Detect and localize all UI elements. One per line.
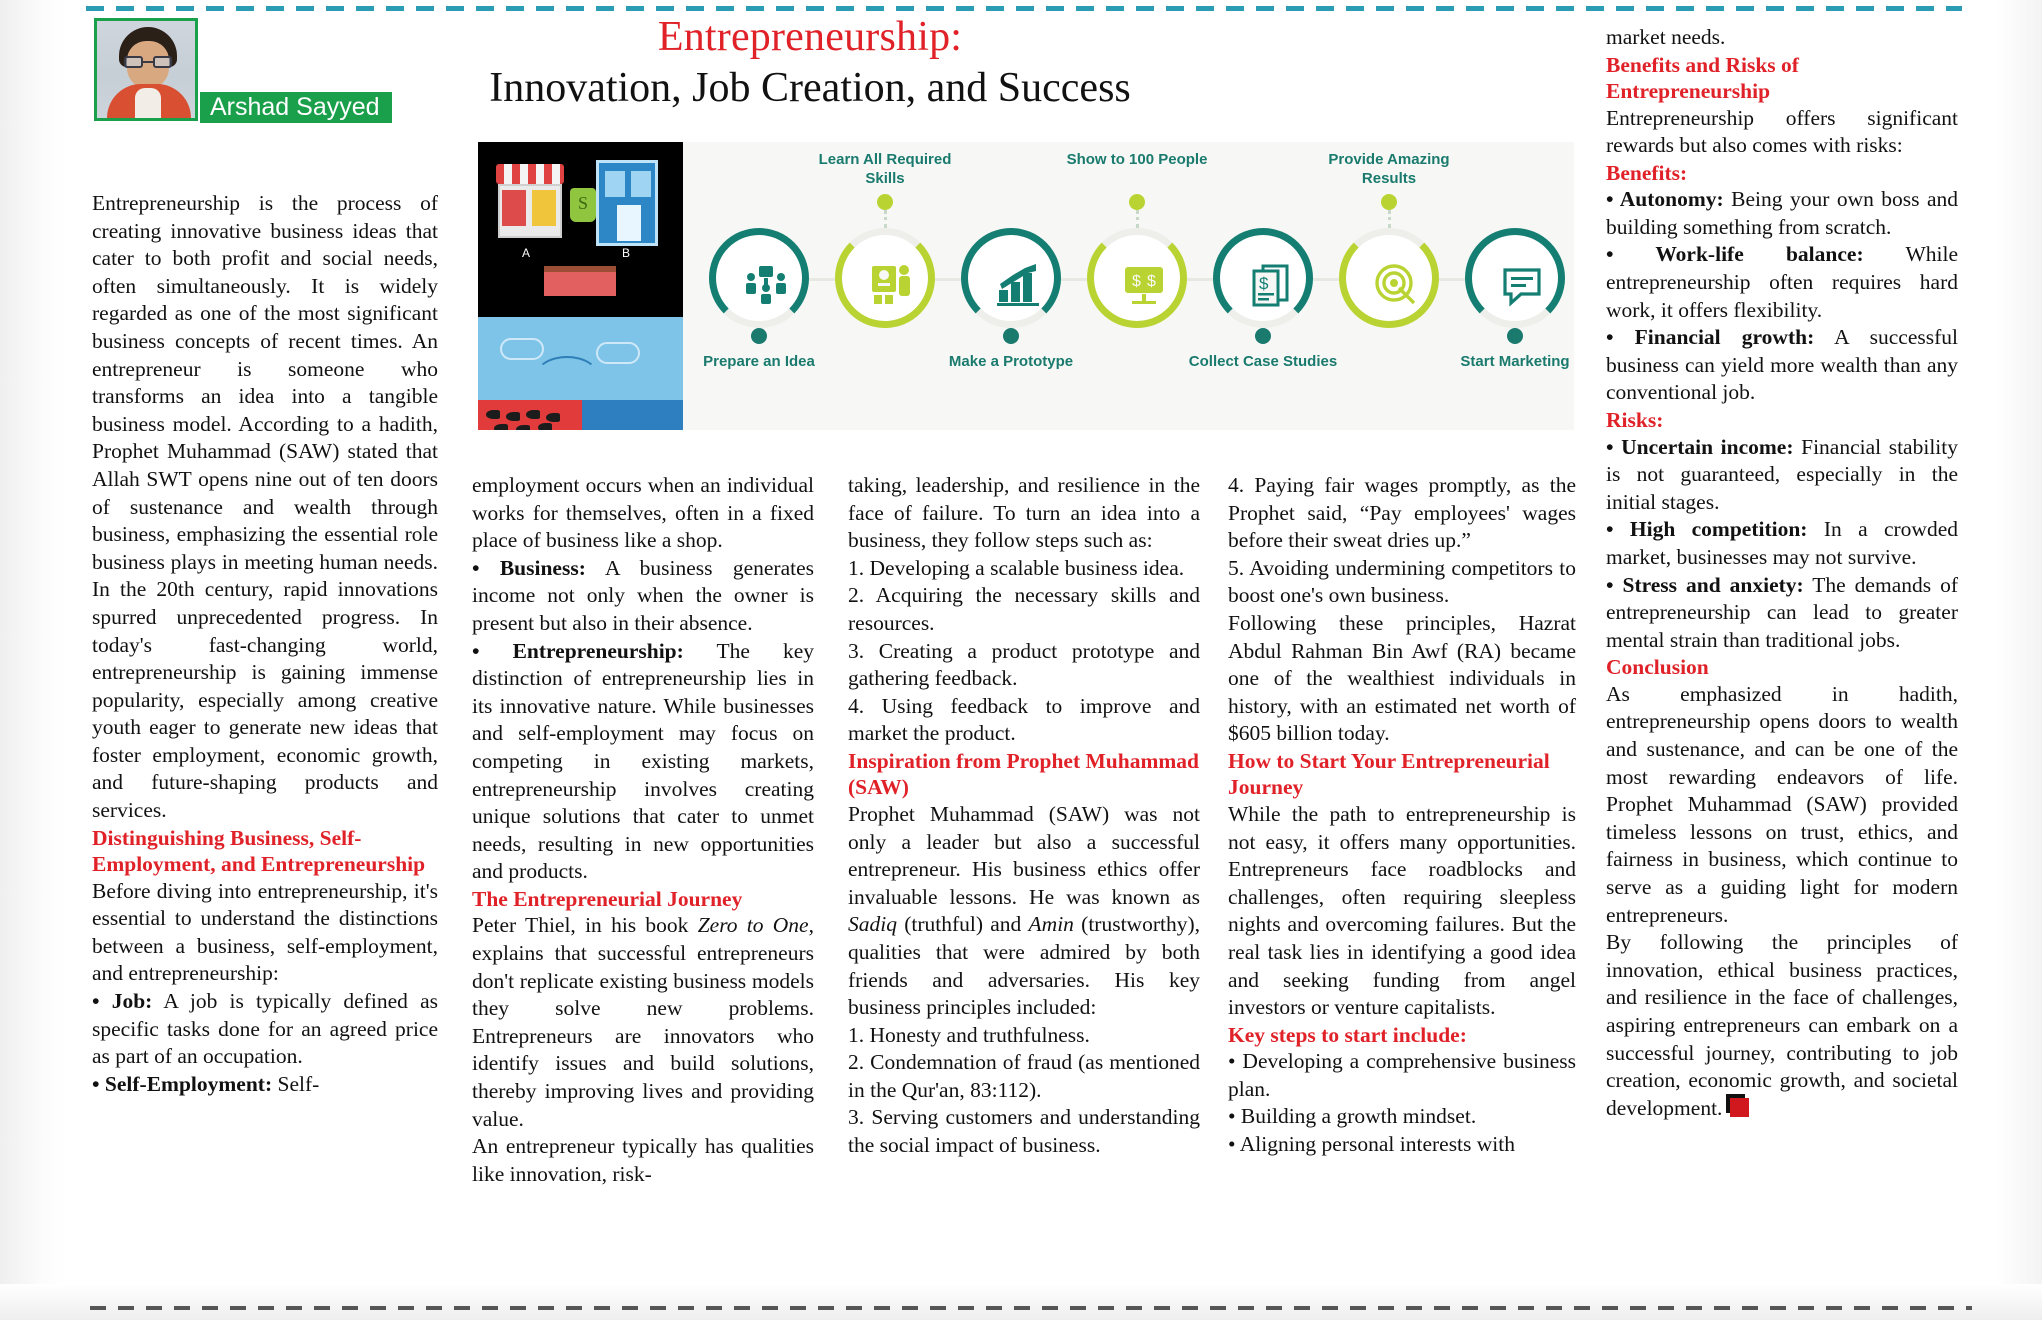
c4-heading-how-to-start: How to Start Your Entrepreneurial Journey — [1228, 748, 1550, 800]
infographic-step-4-caption: Show to 100 People — [1066, 151, 1208, 168]
c2-bullet-entrepreneurship-label: • Entrepreneurship: — [472, 638, 684, 663]
infographic-step-2-caption: Learn All Required Skills — [818, 151, 952, 187]
c3-principle-2: 2. Condemnation of fraud (as mentioned in the Qur'an, 83:112). — [848, 1050, 1200, 1102]
article-column-1 — [92, 190, 438, 1098]
infographic-step-3 — [945, 142, 1077, 430]
c1-paragraph-2: Before diving into entrepreneurship, it's essential to understand the distinctions between a business, self-employment, and entrepreneurship: — [92, 878, 438, 986]
infographic-step-1-caption: Prepare an Idea — [703, 353, 815, 370]
money-transfer-icon — [1094, 235, 1194, 335]
c1-bullet-selfemployment — [92, 1071, 438, 1099]
c5-benefit-financial — [1606, 324, 1958, 407]
c2-bullet-entrepreneurship — [472, 638, 814, 886]
process-infographic — [478, 142, 1574, 430]
c3-step-1: 1. Developing a scalable business idea. — [848, 555, 1185, 580]
c5-paragraph-1: Entrepreneurship offers significant rewards but also comes with risks: — [1606, 105, 1958, 158]
speech-bubble-icon — [1472, 235, 1572, 335]
c5-benefit-autonomy-label: • Autonomy: — [1606, 187, 1724, 212]
c4-bullet-2: • Building a growth mindset. — [1228, 1104, 1477, 1129]
c5-risk-high-competition — [1606, 516, 1958, 571]
step-stem — [884, 210, 887, 228]
counter-shape — [544, 266, 616, 296]
c2-book-title: Zero to One — [697, 913, 809, 938]
c5-paragraph-2: As emphasized in hadith, entrepreneurship opens doors to wealth and sustenance, and can be one of the most rewarding endeavors of life. Prophet Muhammad (SAW) provided timeless lessons on trust, ethics, and fairness in business, which continue to serve as a guiding light for modern entrepreneurs. — [1606, 681, 1958, 927]
c5-benefit-worklife-label: • Work-life balance: — [1606, 242, 1864, 267]
c3-p2-part-b: (truthful) and — [896, 912, 1029, 937]
c1-bullet-selfemployment-text: Self- — [272, 1071, 320, 1096]
author-photo — [94, 18, 198, 121]
c5-risk-uncertain-income-text: Financial stability is not guaranteed, especially in the initial stages. — [1606, 434, 1958, 514]
c1-bullet-selfemployment-label: • Self-Employment: — [92, 1071, 273, 1096]
c4-principle-5: 5. Avoiding undermining competitors to boost one's own business. — [1228, 555, 1576, 608]
c4-principle-4: 4. Paying fair wages promptly, as the Prophet said, “Pay employees' wages before their sweat dries up.” — [1228, 473, 1576, 553]
infographic-step-4 — [1066, 142, 1208, 430]
step-ring — [709, 228, 809, 328]
c4-paragraph-2: While the path to entrepreneurship is not easy, it offers many opportunities. Entrepreneurs face roadblocks and challenges, often requiring sleepless nights and overcoming failures. But the real task lies in identifying a good idea and seeking funding from angel investors or venture capitalists. — [1228, 801, 1576, 1020]
article-column-2 — [472, 472, 814, 1188]
c5-heading-conclusion: Conclusion — [1606, 655, 1709, 680]
c3-step-2: 2. Acquiring the necessary skills and resources. — [848, 583, 1200, 635]
c3-p2-part-a: Prophet Muhammad (SAW) was not only a leader but also a successful entrepreneur. His business ethics offer invaluable lessons. He was known as — [848, 801, 1200, 909]
author-block — [94, 18, 414, 128]
c2-bullet-business — [472, 555, 814, 638]
c4-bullet-1: • Developing a comprehensive business plan. — [1228, 1049, 1576, 1101]
fish-group-icon — [486, 410, 578, 426]
author-name-badge: Arshad Sayyed — [200, 92, 392, 123]
c5-risk-high-competition-label: • High competition: — [1606, 517, 1808, 542]
c5-heading-risks: Risks: — [1606, 408, 1664, 433]
c3-paragraph-2 — [848, 801, 1200, 1022]
c3-term-sadiq: Sadiq — [848, 912, 897, 937]
c2-bullet-entrepreneurship-text: The key distinction of entrepreneurship lies in its innovative nature. While businesses and self-employment may focus on competing in existing markets, entrepreneurship involves creating unique solutions that cater to unmet needs, resulting in new opportunities and products. — [472, 638, 814, 884]
growth-chart-icon — [968, 235, 1068, 335]
presentation-icon — [842, 235, 942, 335]
c3-principle-1: 1. Honesty and truthfulness. — [848, 1022, 1090, 1047]
step-dot — [877, 194, 893, 210]
c5-risk-stress — [1606, 572, 1958, 655]
step-stem — [1388, 210, 1391, 228]
c5-heading-benefits-risks: Benefits and Risks of Entrepreneurship — [1606, 52, 1799, 104]
c5-benefit-financial-label: • Financial growth: — [1606, 325, 1815, 350]
c1-heading-distinguishing: Distinguishing Business, Self-Employment, and Entrepreneurship — [92, 825, 426, 877]
c3-p2-part-c: (trustworthy), qualities that were admired by both friends and adversaries. His key business principles included: — [848, 912, 1200, 1020]
c3-principle-3: 3. Serving customers and understanding the social impact of business. — [848, 1105, 1200, 1158]
infographic-step-3-caption: Make a Prototype — [948, 353, 1074, 370]
panel-label-b: B — [622, 246, 631, 260]
c1-bullet-job — [92, 988, 438, 1071]
c4-heading-key-steps: Key steps to start include: — [1228, 1022, 1467, 1047]
c5-benefit-worklife-text: While entrepreneurship often requires hard work, it offers flexibility. — [1606, 242, 1958, 322]
page-title — [430, 12, 1190, 114]
c2-paragraph-2 — [472, 912, 814, 1133]
bottom-dashed-rule — [90, 1306, 1972, 1310]
documents-icon — [1220, 235, 1320, 335]
headline-line-1: Entrepreneurship: — [657, 14, 963, 60]
page-bottom-edge — [0, 1284, 2042, 1320]
end-of-article-mark — [1730, 1098, 1749, 1117]
c5-heading-benefits: Benefits: — [1606, 160, 1688, 185]
article-column-4 — [1228, 472, 1576, 1159]
step-dot — [1129, 194, 1145, 210]
c5-benefit-financial-text: A successful business can yield more wealth than any conventional job. — [1606, 325, 1958, 405]
step-ring — [1087, 228, 1187, 328]
step-stem — [1136, 210, 1139, 228]
step-ring — [961, 228, 1061, 328]
step-ring — [1213, 228, 1313, 328]
infographic-step-7 — [1449, 142, 1574, 430]
storefront-b-icon — [596, 160, 658, 246]
c2-paragraph-1: employment occurs when an individual works for themselves, often in a fixed place of business like a shop. — [472, 473, 814, 553]
c3-term-amin: Amin — [1028, 912, 1074, 937]
c5-paragraph-3 — [1606, 929, 1958, 1122]
c5-p3-text: By following the principles of innovation, ethical business practices, and resilience in the face of challenges, aspiring entrepreneurs can embark on a successful journey, contributing to job creation, economic growth, and societal development. — [1606, 930, 1958, 1120]
step-ring — [1339, 228, 1439, 328]
shopping-bag-icon — [570, 188, 596, 222]
c3-step-4: 4. Using feedback to improve and market the product. — [848, 693, 1200, 746]
infographic-step-5-caption: Collect Case Studies — [1188, 353, 1338, 370]
c3-paragraph-1: taking, leadership, and resilience in the face of failure. To turn an idea into a business, they follow steps such as: — [848, 473, 1200, 553]
c5-benefit-autonomy — [1606, 186, 1958, 241]
infographic-step-6 — [1323, 142, 1455, 430]
panel-label-a: A — [522, 246, 531, 260]
c2-bullet-business-text: A business generates income not only when the owner is present but also in their absence. — [472, 555, 814, 635]
c2-bullet-business-label: • Business: — [472, 555, 586, 580]
headline-line-2: Innovation, Job Creation, and Success — [489, 65, 1131, 111]
c5-risk-stress-text: The demands of entrepreneurship can lead to greater mental strain than traditional jobs. — [1606, 572, 1958, 652]
storefront-a-icon — [496, 164, 564, 244]
svg-text:$: $ — [1147, 273, 1156, 290]
article-column-5 — [1606, 24, 1958, 1122]
article-column-3 — [848, 472, 1200, 1160]
c2-heading-journey: The Entrepreneurial Journey — [472, 886, 743, 911]
c5-paragraph-0: market needs. — [1606, 25, 1726, 49]
c3-heading-inspiration: Inspiration from Prophet Muhammad (SAW) — [848, 748, 1199, 800]
c2-p2-part-b: , explains that successful entrepreneurs don't replicate existing business models they solve new problems. Entrepreneurs are innovators who identify issues and build solutions, thereby improving lives and providing value. — [472, 913, 814, 1131]
c2-p2-part-a: Peter Thiel, in his book — [472, 913, 698, 938]
c1-bullet-job-text: A job is typically defined as specific tasks done for an agreed price as part of an occupation. — [92, 989, 438, 1069]
c5-benefit-worklife — [1606, 241, 1958, 324]
c4-bullet-3: • Aligning personal interests with — [1228, 1131, 1515, 1156]
c5-risk-high-competition-text: In a crowded market, businesses may not survive. — [1606, 517, 1958, 569]
page-left-edge — [0, 0, 66, 1320]
infographic-step-2 — [819, 142, 951, 430]
target-icon — [1346, 235, 1446, 335]
c3-step-3: 3. Creating a product prototype and gathering feedback. — [848, 638, 1200, 691]
glasses-icon — [124, 56, 172, 68]
step-ring — [835, 228, 935, 328]
c5-risk-stress-label: • Stress and anxiety: — [1606, 572, 1804, 597]
c4-paragraph-1: Following these principles, Hazrat Abdul Rahman Bin Awf (RA) became one of the wealthiest individuals in history, with an estimated net worth of $605 billion today. — [1228, 610, 1576, 746]
top-dashed-rule — [86, 6, 1962, 11]
svg-text:$: $ — [1132, 273, 1141, 290]
infographic-step-6-caption: Provide Amazing Results — [1328, 151, 1450, 187]
c5-risk-uncertain-income — [1606, 434, 1958, 517]
step-ring — [1465, 228, 1565, 328]
infographic-photo-panel — [478, 142, 683, 430]
c1-paragraph-1: Entrepreneurship is the process of creating innovative business ideas that cater to both profit and social needs, often simultaneously. It is widely regarded as one of the most significant business concepts of recent times. An entrepreneur is someone who transforms an idea into a tangible business model. According to a hadith, Prophet Muhammad (SAW) stated that Allah SWT opens nine out of ten doors of sustenance and wealth through business, emphasizing the essential role business plays in meeting human needs. In the 20th century, rapid innovations spurred unprecedented progress. In today's fast-changing world, entrepreneurship is gaining immense popularity, especially among creative youth eager to generate new ideas that foster employment, economic growth, and future-shaping products and services. — [92, 191, 438, 823]
step-sequence — [683, 142, 1574, 430]
c1-bullet-job-label: • Job: — [92, 989, 153, 1014]
c5-benefit-autonomy-text: Being your own boss and building something from scratch. — [1606, 187, 1959, 239]
team-meeting-icon — [716, 235, 816, 335]
c5-risk-uncertain-income-label: • Uncertain income: — [1606, 434, 1794, 459]
step-dot — [1381, 194, 1397, 210]
svg-text:$: $ — [1259, 274, 1269, 293]
page-right-edge — [1996, 0, 2042, 1320]
c2-paragraph-3: An entrepreneur typically has qualities like innovation, risk- — [472, 1134, 814, 1186]
infographic-step-7-caption: Start Marketing — [1460, 353, 1570, 370]
